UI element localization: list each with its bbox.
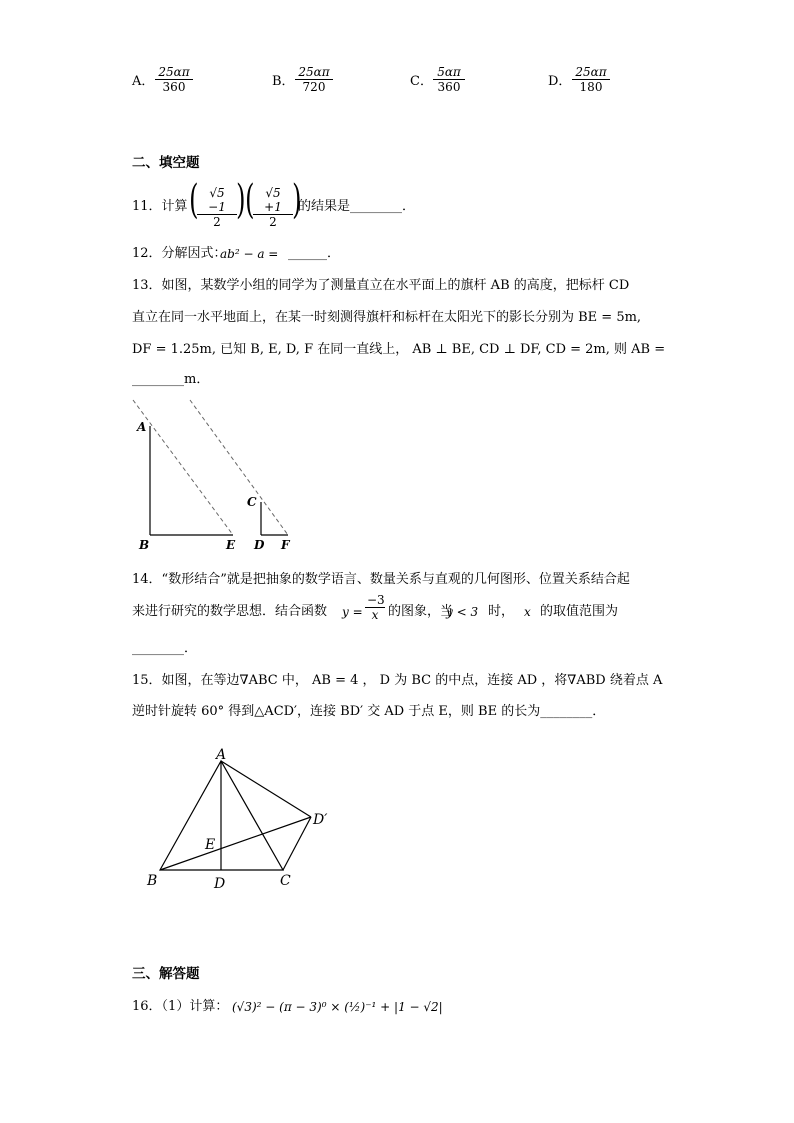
option-a-label: A． [132,74,155,89]
label-d: D [254,538,265,552]
q12-prefix: 12．分解因式： [132,246,227,261]
option-c-numerator: 5απ [433,65,465,80]
q14-variable: x [524,605,531,619]
label-b: B [147,873,158,889]
q13-line-4: ________m． [132,372,210,387]
option-b-denominator: 720 [302,80,326,94]
q13-line-2: 直立在同一水平地面上，在某一时刻测得旗杆和标杆在太阳光下的影长分别为 BE = 5m, [132,310,642,325]
q14-function-y: y = [342,605,363,619]
section-heading-fill-in: 二、填空题 [132,155,200,171]
label-d: D [214,876,226,892]
q15-line-1: 15．如图，在等边∇ABC 中， AB = 4 ， D 为 BC 的中点，连接 AD ，将∇ABD 绕着点 A [132,673,663,688]
label-b: B [139,538,150,552]
rotated-triangle-figure [140,748,340,893]
q14-fraction-numerator: −3 [367,593,385,607]
option-d-fraction [572,65,610,95]
section-heading-solutions: 三、解答题 [132,966,200,982]
q11-left-paren-1: ( [189,177,199,223]
option-a-denominator: 360 [162,80,186,94]
option-b-fraction [295,65,333,95]
option-b-label: B． [272,74,295,89]
q11-numerator-1: √5 −1 [197,186,237,215]
q13-line-3: DF = 1.25m, 已知 B, E, D, F 在同一直线上， AB ⊥ BE, CD ⊥ DF, CD = 2m, 则 AB = [132,342,666,357]
q15-line-2: 逆时针旋转 60° 得到△ACD′，连接 BD′ 交 AD 于点 E，则 BE 的长为________． [132,704,606,719]
q16-prefix: 16．（1）计算： [132,999,229,1014]
q14-fraction-denominator: x [371,608,379,622]
option-d-numerator: 25απ [572,65,610,80]
q11-denominator-1: 2 [213,215,221,229]
q14-condition: y < 3 [446,605,479,619]
q16-expression: (√3)² − (π − 3)⁰ × (½)⁻¹ + |1 − √2| [232,1000,443,1014]
flagpole-shadow-figure [128,398,298,556]
q14-line-1: 14．“数形结合”就是把抽象的数学语言、数量关系与直观的几何图形、位置关系结合起 [132,572,630,587]
sunray-line-2 [190,400,288,535]
q11-denominator-2: 2 [269,215,277,229]
label-f: F [281,538,290,552]
option-b-numerator: 25απ [295,65,333,80]
q11-suffix: 的结果是________． [298,199,416,214]
option-a-numerator: 25απ [155,65,193,80]
label-e: E [205,837,216,853]
option-c-denominator: 360 [437,80,461,94]
option-d-label: D． [548,74,572,89]
label-d-prime: D′ [313,812,328,828]
q12-answer-blank: ______． [288,246,341,261]
segment-ad-prime [221,761,311,817]
q14-line-2c: 时， [488,604,515,619]
option-d-denominator: 180 [579,80,603,94]
q11-right-paren-1: ) [236,177,246,223]
q14-line-2b: 的图象，当 [388,604,454,619]
option-c-fraction [433,65,465,95]
option-a-fraction [155,65,193,95]
q14-line-2a: 来进行研究的数学思想．结合函数 [132,604,328,619]
q11-left-paren-2: ( [245,177,255,223]
q11-prefix: 11．计算 [132,199,188,214]
q11-numerator-2: √5 +1 [253,186,293,215]
label-a: A [216,748,227,763]
q11-right-paren-2: ) [292,177,302,223]
q14-answer-blank: ________． [132,641,198,656]
label-a: A [137,420,147,434]
q13-line-1: 13．如图，某数学小组的同学为了测量直立在水平面上的旗杆 AB 的高度，把标杆 CD [132,278,630,293]
q11-fraction-1 [197,186,237,230]
option-c-label: C． [410,74,433,89]
segment-bd-prime [160,817,311,870]
label-c: C [280,873,291,889]
q11-fraction-2 [253,186,293,230]
q12-expression: ab² − a = [220,247,279,261]
q14-line-2d: 的取值范围为 [540,604,619,619]
label-c: C [247,495,257,509]
sunray-line-1 [133,400,233,535]
q14-function-fraction [365,593,385,623]
label-e: E [226,538,236,552]
